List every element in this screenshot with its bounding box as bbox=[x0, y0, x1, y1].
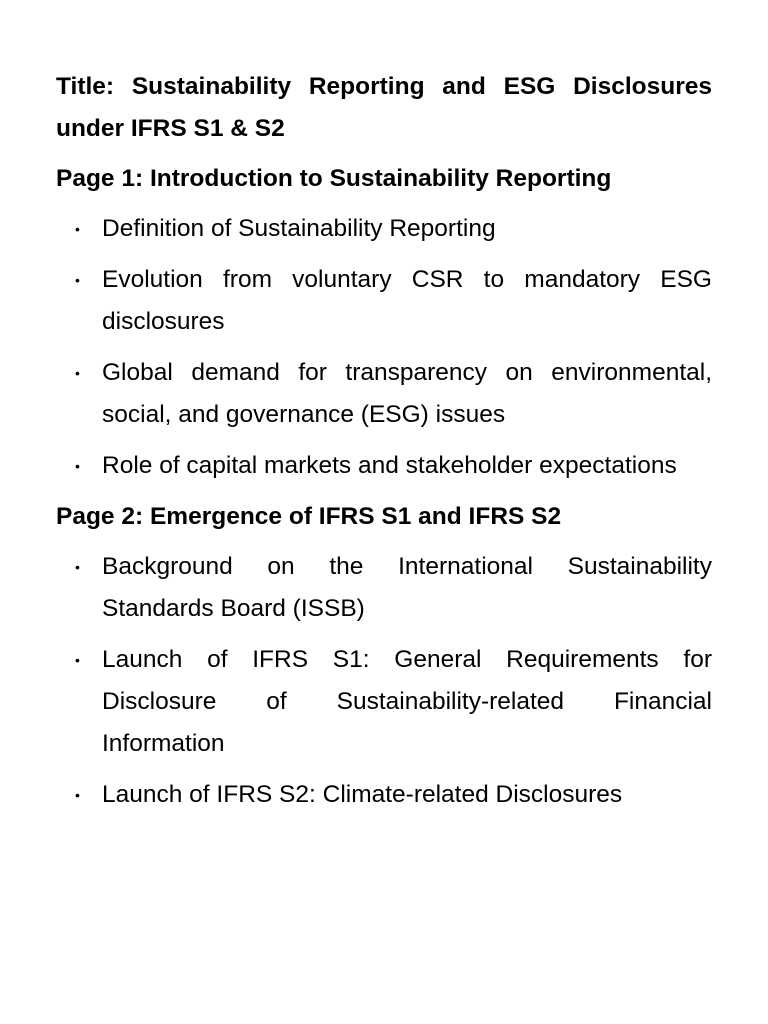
list-item-text: Background on the International Sustainability Standards Board (ISSB) bbox=[102, 553, 712, 622]
bullet-icon: • bbox=[75, 559, 80, 575]
bullet-list bbox=[56, 208, 712, 487]
list-item bbox=[56, 639, 712, 765]
list-item bbox=[56, 774, 712, 816]
list-item-text: Role of capital markets and stakeholder expectations bbox=[102, 452, 677, 479]
list-item bbox=[56, 546, 712, 630]
section-heading: Page 1: Introduction to Sustainability Reporting bbox=[56, 165, 612, 192]
section-page-1 bbox=[56, 158, 712, 487]
list-item bbox=[56, 445, 712, 487]
bullet-icon: • bbox=[75, 365, 80, 381]
list-item-text: Definition of Sustainability Reporting bbox=[102, 215, 496, 242]
bullet-icon: • bbox=[75, 787, 80, 803]
bullet-icon: • bbox=[75, 221, 80, 237]
bullet-icon: • bbox=[75, 458, 80, 474]
list-item-text: Launch of IFRS S1: General Requirements for Disclosure of Sustainability-related Financial Information bbox=[102, 646, 712, 757]
section-page-2 bbox=[56, 496, 712, 816]
section-heading: Page 2: Emergence of IFRS S1 and IFRS S2 bbox=[56, 503, 562, 530]
list-item bbox=[56, 352, 712, 436]
document-page bbox=[56, 66, 712, 825]
bullet-list bbox=[56, 546, 712, 816]
list-item bbox=[56, 259, 712, 343]
list-item bbox=[56, 208, 712, 250]
bullet-icon: • bbox=[75, 652, 80, 668]
document-title: Title: Sustainability Reporting and ESG Disclosures under IFRS S1 & S2 bbox=[56, 73, 712, 142]
bullet-icon: • bbox=[75, 272, 80, 288]
list-item-text: Launch of IFRS S2: Climate-related Disclosures bbox=[102, 781, 623, 808]
list-item-text: Global demand for transparency on environmental, social, and governance (ESG) issues bbox=[102, 359, 712, 428]
list-item-text: Evolution from voluntary CSR to mandatory ESG disclosures bbox=[102, 266, 712, 335]
